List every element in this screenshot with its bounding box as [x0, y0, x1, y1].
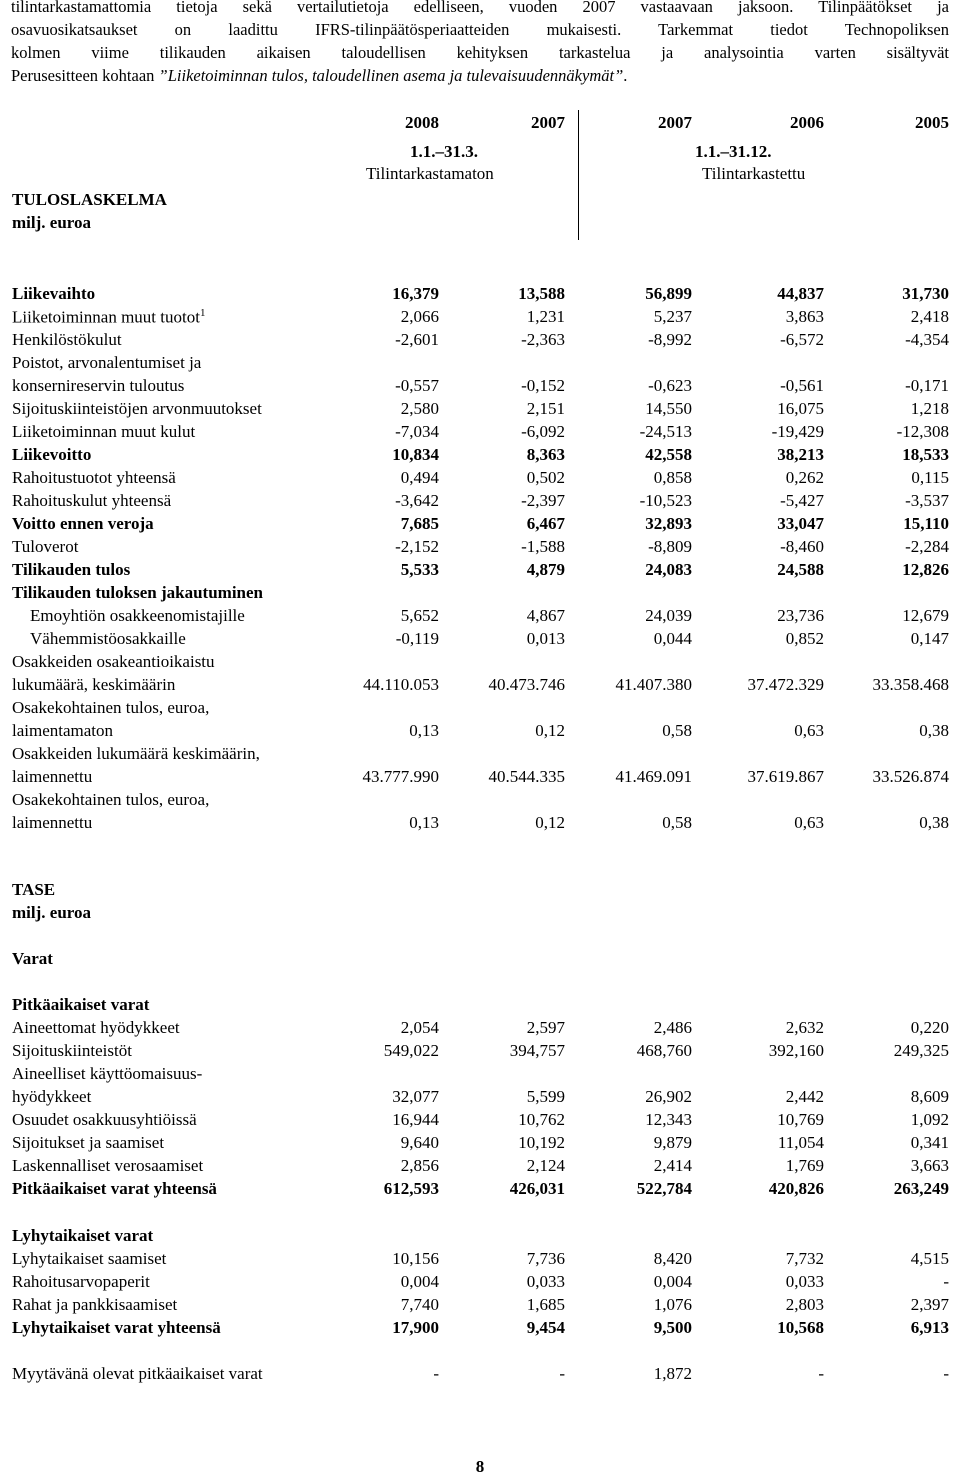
value-cell: 43.777.990: [362, 767, 439, 786]
table-row: [0, 468, 960, 491]
table-row: [0, 1156, 960, 1179]
row-label-text: Sijoituskiinteistöt: [12, 1041, 132, 1060]
table-row: [0, 1133, 960, 1156]
audit-status: Tilintarkastamaton: [366, 164, 494, 183]
value-cell: 0,63: [794, 813, 824, 832]
row-label: [12, 537, 78, 557]
value-cell: 14,550: [645, 399, 692, 418]
row-label-text: Laskennalliset verosaamiset: [12, 1156, 204, 1175]
value-cell: 0,115: [911, 468, 949, 487]
value-cell: 24,039: [645, 606, 692, 625]
row-label-text: Myytävänä olevat pitkäaikaiset varat: [12, 1364, 263, 1383]
income-statement-unit: milj. euroa: [12, 213, 92, 232]
value-cell: 5,533: [400, 560, 439, 579]
row-label-text: Liiketoiminnan muut kulut: [12, 422, 196, 441]
table-row: [0, 698, 960, 721]
row-label: [12, 1249, 166, 1269]
value-cell: 37.619.867: [747, 767, 824, 786]
row-label: [12, 698, 209, 718]
period-header: 1.1.–31.12.: [695, 142, 772, 161]
value-cell: 0,13: [409, 813, 439, 832]
table-row: [0, 629, 960, 652]
value-cell: 394,757: [509, 1041, 565, 1060]
value-cell: 0,852: [785, 629, 824, 648]
value-cell: 6,467: [526, 514, 565, 533]
value-cell: 33.358.468: [872, 675, 949, 694]
value-cell: 2,486: [653, 1018, 692, 1037]
year-header: 2007: [658, 113, 692, 132]
value-cell: -0,561: [780, 376, 824, 395]
row-label-text: laimentamaton: [12, 721, 114, 740]
table-row: [0, 284, 960, 307]
value-cell: 32,077: [392, 1087, 439, 1106]
table-row: [0, 1179, 960, 1202]
value-cell: -0,171: [905, 376, 949, 395]
value-cell: -8,992: [648, 330, 692, 349]
value-cell: 2,151: [526, 399, 565, 418]
year-header: 2008: [405, 113, 439, 132]
value-cell: 522,784: [636, 1179, 692, 1198]
intro-paragraph: [11, 0, 949, 87]
value-cell: -24,513: [639, 422, 692, 441]
value-cell: 23,736: [777, 606, 824, 625]
value-cell: 7,736: [526, 1249, 565, 1268]
value-cell: 10,156: [392, 1249, 439, 1268]
row-label-text: Tuloverot: [12, 537, 79, 556]
row-label: [12, 1133, 164, 1153]
value-cell: -: [818, 1364, 824, 1383]
table-row: [0, 1064, 960, 1087]
value-cell: 56,899: [645, 284, 692, 303]
row-label: [12, 468, 176, 488]
value-cell: 0,38: [919, 721, 949, 740]
value-cell: 0,858: [653, 468, 692, 487]
value-cell: 41.469.091: [615, 767, 692, 786]
table-row: [0, 606, 960, 629]
row-label: [12, 813, 92, 833]
value-cell: -: [559, 1364, 565, 1383]
value-cell: 11,054: [777, 1133, 824, 1152]
value-cell: 2,597: [526, 1018, 565, 1037]
assets-heading: Varat: [12, 949, 53, 968]
value-cell: 4,515: [910, 1249, 949, 1268]
row-label-text: Rahoituskulut yhteensä: [12, 491, 172, 510]
value-cell: 24,588: [777, 560, 824, 579]
row-label: [12, 560, 130, 580]
value-cell: 0,58: [662, 813, 692, 832]
row-label-text: Liikevoitto: [12, 445, 92, 464]
value-cell: 0,262: [785, 468, 824, 487]
value-cell: -8,460: [780, 537, 824, 556]
row-label-text: konsernireservin tuloutus: [12, 376, 185, 395]
value-cell: 0,341: [910, 1133, 949, 1152]
row-label-text: Sijoituskiinteistöjen arvonmuutokset: [12, 399, 262, 418]
income-statement-title: TULOSLASKELMA: [12, 190, 167, 209]
value-cell: 1,769: [785, 1156, 824, 1175]
row-label-text: Aineettomat hyödykkeet: [12, 1018, 180, 1037]
row-label: [30, 629, 186, 649]
value-cell: -5,427: [780, 491, 824, 510]
row-label: [12, 399, 262, 419]
table-row: [0, 307, 960, 330]
value-cell: 5,599: [526, 1087, 565, 1106]
intro-text: Perusesitteen kohtaan: [11, 66, 159, 85]
row-label-text: Tilikauden tulos: [12, 560, 131, 579]
value-cell: 0,044: [653, 629, 692, 648]
value-cell: 9,879: [653, 1133, 692, 1152]
row-label: [12, 1018, 180, 1038]
table-row: [0, 399, 960, 422]
value-cell: 1,685: [526, 1295, 565, 1314]
value-cell: 2,580: [400, 399, 439, 418]
row-label: [12, 307, 205, 328]
row-label: [12, 514, 154, 534]
table-row: [0, 813, 960, 836]
value-cell: 31,730: [902, 284, 949, 303]
table-row: [0, 491, 960, 514]
table-row: [0, 537, 960, 560]
year-header: 2007: [531, 113, 565, 132]
row-label: [12, 445, 91, 465]
table-row: [0, 1364, 960, 1387]
value-cell: 0,220: [910, 1018, 949, 1037]
value-cell: 12,343: [645, 1110, 692, 1129]
value-cell: 9,454: [526, 1318, 565, 1337]
table-row: [0, 422, 960, 445]
value-cell: -7,034: [395, 422, 439, 441]
year-header: 2005: [915, 113, 949, 132]
table-row: [0, 1018, 960, 1041]
intro-line: tilintarkastamattomia tietoja sekä vertailutietoja edelliseen, vuoden 2007 vastaavaan jaksoon. Tilinpäätökset ja: [11, 0, 949, 16]
value-cell: -2,284: [905, 537, 949, 556]
table-row: [0, 652, 960, 675]
value-cell: 0,004: [653, 1272, 692, 1291]
value-cell: 33.526.874: [872, 767, 949, 786]
table-row: [0, 744, 960, 767]
row-label: [12, 652, 215, 672]
row-label-text: Osakekohtainen tulos, euroa,: [12, 698, 210, 717]
intro-line: osavuosikatsaukset on laadittu IFRS-tilinpäätösperiaatteiden mukaisesti. Tarkemmat tiedot Technopoliksen: [11, 20, 949, 39]
value-cell: -6,572: [780, 330, 824, 349]
table-row: [0, 1295, 960, 1318]
row-label-text: Rahat ja pankkisaamiset: [12, 1295, 178, 1314]
value-cell: 41.407.380: [615, 675, 692, 694]
value-cell: 3,863: [785, 307, 824, 326]
table-row: [0, 721, 960, 744]
row-label-text: Liikevaihto: [12, 284, 96, 303]
value-cell: -0,623: [648, 376, 692, 395]
table-row: [0, 790, 960, 813]
value-cell: 10,762: [518, 1110, 565, 1129]
value-cell: 32,893: [645, 514, 692, 533]
value-cell: 8,609: [910, 1087, 949, 1106]
row-label: [12, 1179, 217, 1199]
row-label-text: Vähemmistöosakkaille: [30, 629, 186, 648]
value-cell: -2,601: [395, 330, 439, 349]
value-cell: 3,663: [910, 1156, 949, 1175]
value-cell: -2,363: [521, 330, 565, 349]
value-cell: -: [943, 1364, 949, 1383]
table-row: [0, 1318, 960, 1341]
value-cell: -2,397: [521, 491, 565, 510]
value-cell: 7,740: [400, 1295, 439, 1314]
value-cell: 4,879: [526, 560, 565, 579]
row-label-text: Voitto ennen veroja: [12, 514, 154, 533]
row-label: [12, 1318, 221, 1338]
row-label-text: laimennettu: [12, 767, 93, 786]
row-label: [30, 606, 245, 626]
noncurrent-assets-heading: Pitkäaikaiset varat: [12, 995, 150, 1014]
value-cell: 6,913: [910, 1318, 949, 1337]
value-cell: 468,760: [636, 1041, 692, 1060]
value-cell: 38,213: [777, 445, 824, 464]
value-cell: 40.473.746: [488, 675, 565, 694]
row-label-text: Henkilöstökulut: [12, 330, 122, 349]
value-cell: 7,685: [400, 514, 439, 533]
page-number: 8: [475, 1457, 485, 1476]
value-cell: 12,679: [902, 606, 949, 625]
value-cell: -: [433, 1364, 439, 1383]
current-assets-heading: Lyhytaikaiset varat: [12, 1226, 154, 1245]
value-cell: 4,867: [526, 606, 565, 625]
value-cell: -0,557: [395, 376, 439, 395]
intro-section-reference: ”Liiketoiminnan tulos, taloudellinen asema ja tulevaisuudennäkymät”: [158, 66, 624, 85]
row-label-text: Rahoitustuotot yhteensä: [12, 468, 176, 487]
value-cell: 2,442: [785, 1087, 824, 1106]
value-cell: 0,147: [910, 629, 949, 648]
value-cell: 33,047: [777, 514, 824, 533]
table-row: [0, 330, 960, 353]
value-cell: 9,640: [400, 1133, 439, 1152]
value-cell: 420,826: [768, 1179, 824, 1198]
table-row: [0, 675, 960, 698]
value-cell: 16,075: [777, 399, 824, 418]
row-label: [12, 422, 195, 442]
value-cell: 7,732: [785, 1249, 824, 1268]
value-cell: 0,12: [535, 721, 565, 740]
row-label-text: Emoyhtiön osakkeenomistajille: [30, 606, 245, 625]
value-cell: 0,12: [535, 813, 565, 832]
value-cell: -0,152: [521, 376, 565, 395]
table-row: [0, 1110, 960, 1133]
value-cell: 8,420: [653, 1249, 692, 1268]
value-cell: 1,231: [526, 307, 565, 326]
intro-line: [11, 64, 949, 87]
value-cell: 0,004: [400, 1272, 439, 1291]
row-label-text: Lyhytaikaiset varat yhteensä: [12, 1318, 221, 1337]
value-cell: 549,022: [383, 1041, 439, 1060]
value-cell: 0,38: [919, 813, 949, 832]
value-cell: 2,054: [400, 1018, 439, 1037]
value-cell: 10,834: [392, 445, 439, 464]
value-cell: 392,160: [768, 1041, 824, 1060]
row-label: [12, 1272, 150, 1292]
value-cell: 26,902: [645, 1087, 692, 1106]
value-cell: 15,110: [903, 514, 949, 533]
value-cell: -3,642: [395, 491, 439, 510]
value-cell: 10,192: [518, 1133, 565, 1152]
row-label-text: Aineelliset käyttöomaisuus-: [12, 1064, 203, 1083]
row-label: [12, 583, 263, 603]
row-label-text: Osuudet osakkuusyhtiöissä: [12, 1110, 197, 1129]
value-cell: 1,076: [653, 1295, 692, 1314]
column-divider: [578, 110, 579, 240]
value-cell: 5,237: [653, 307, 692, 326]
value-cell: 0,033: [526, 1272, 565, 1291]
value-cell: 37.472.329: [747, 675, 824, 694]
row-label: [12, 1064, 202, 1084]
row-label-text: Osakkeiden lukumäärä keskimäärin,: [12, 744, 260, 763]
value-cell: 0,63: [794, 721, 824, 740]
row-label: [12, 1295, 177, 1315]
value-cell: 12,826: [902, 560, 949, 579]
value-cell: 10,568: [777, 1318, 824, 1337]
value-cell: 0,502: [526, 468, 565, 487]
value-cell: -19,429: [771, 422, 824, 441]
table-row: [0, 445, 960, 468]
value-cell: 2,124: [526, 1156, 565, 1175]
row-label-text: Lyhytaikaiset saamiset: [12, 1249, 167, 1268]
value-cell: -1,588: [521, 537, 565, 556]
value-cell: 0,13: [409, 721, 439, 740]
value-cell: -10,523: [639, 491, 692, 510]
row-label: [12, 1087, 91, 1107]
row-label: [12, 353, 201, 373]
row-label: [12, 744, 260, 764]
value-cell: 44,837: [777, 284, 824, 303]
value-cell: 18,533: [902, 445, 949, 464]
value-cell: 2,856: [400, 1156, 439, 1175]
table-row: [0, 376, 960, 399]
table-row: [0, 1087, 960, 1110]
row-label: [12, 790, 209, 810]
row-label: [12, 284, 95, 304]
value-cell: 8,363: [526, 445, 565, 464]
row-label-text: hyödykkeet: [12, 1087, 92, 1106]
value-cell: 2,066: [400, 307, 439, 326]
balance-sheet-unit: milj. euroa: [12, 903, 92, 922]
value-cell: 13,588: [518, 284, 565, 303]
row-label-text: Poistot, arvonalentumiset ja: [12, 353, 202, 372]
row-label-text: Pitkäaikaiset varat yhteensä: [12, 1179, 217, 1198]
row-label-text: Osakekohtainen tulos, euroa,: [12, 790, 210, 809]
table-row: [0, 1249, 960, 1272]
table-row: [0, 1272, 960, 1295]
row-label-text: Sijoitukset ja saamiset: [12, 1133, 165, 1152]
value-cell: 40.544.335: [488, 767, 565, 786]
intro-line: kolmen viime tilikauden aikaisen taloudellisen kehityksen tarkastelua ja analysointia varten sisältyvät: [11, 43, 949, 62]
value-cell: 42,558: [645, 445, 692, 464]
value-cell: 2,803: [785, 1295, 824, 1314]
value-cell: 5,652: [400, 606, 439, 625]
row-label: [12, 1041, 132, 1061]
value-cell: -8,809: [648, 537, 692, 556]
table-row: [0, 1041, 960, 1064]
value-cell: 612,593: [383, 1179, 439, 1198]
row-label-text: Tilikauden tuloksen jakautuminen: [12, 583, 263, 602]
row-label-text: lukumäärä, keskimäärin: [12, 675, 176, 694]
row-label: [12, 721, 113, 741]
value-cell: -2,152: [395, 537, 439, 556]
balance-sheet-title: TASE: [12, 880, 56, 899]
row-label: [12, 491, 171, 511]
intro-text: .: [623, 66, 628, 85]
value-cell: -0,119: [395, 629, 439, 648]
table-row: [0, 767, 960, 790]
row-label-text: laimennettu: [12, 813, 93, 832]
value-cell: -6,092: [521, 422, 565, 441]
row-label: [12, 1364, 263, 1384]
row-label: [12, 330, 122, 350]
value-cell: 2,418: [910, 307, 949, 326]
row-label-text: Liiketoiminnan muut tuotot: [12, 307, 200, 327]
value-cell: 249,325: [893, 1041, 949, 1060]
table-row: [0, 353, 960, 376]
value-cell: 2,632: [785, 1018, 824, 1037]
row-label: [12, 376, 184, 396]
value-cell: 1,872: [653, 1364, 692, 1383]
value-cell: -4,354: [905, 330, 949, 349]
table-row: [0, 514, 960, 537]
value-cell: 0,494: [400, 468, 439, 487]
table-row: [0, 583, 960, 606]
year-header: 2006: [790, 113, 824, 132]
period-header: 1.1.–31.3.: [410, 142, 478, 161]
value-cell: 17,900: [392, 1318, 439, 1337]
value-cell: 2,414: [653, 1156, 692, 1175]
audit-status: Tilintarkastettu: [702, 164, 806, 183]
value-cell: -: [943, 1272, 949, 1291]
footnote-marker: 1: [199, 307, 206, 319]
value-cell: 426,031: [509, 1179, 565, 1198]
value-cell: 0,013: [526, 629, 565, 648]
row-label: [12, 767, 92, 787]
row-label-text: Osakkeiden osakeantioikaistu: [12, 652, 215, 671]
value-cell: 9,500: [653, 1318, 692, 1337]
row-label: [12, 1156, 203, 1176]
value-cell: -3,537: [905, 491, 949, 510]
value-cell: 10,769: [777, 1110, 824, 1129]
row-label-text: Rahoitusarvopaperit: [12, 1272, 150, 1291]
value-cell: 263,249: [893, 1179, 949, 1198]
value-cell: 0,033: [785, 1272, 824, 1291]
value-cell: 16,944: [392, 1110, 439, 1129]
table-row: [0, 560, 960, 583]
row-label: [12, 1110, 197, 1130]
value-cell: -12,308: [896, 422, 949, 441]
value-cell: 16,379: [392, 284, 439, 303]
value-cell: 2,397: [910, 1295, 949, 1314]
value-cell: 44.110.053: [363, 675, 439, 694]
value-cell: 1,092: [910, 1110, 949, 1129]
value-cell: 24,083: [645, 560, 692, 579]
row-label: [12, 675, 175, 695]
value-cell: 1,218: [910, 399, 949, 418]
value-cell: 0,58: [662, 721, 692, 740]
